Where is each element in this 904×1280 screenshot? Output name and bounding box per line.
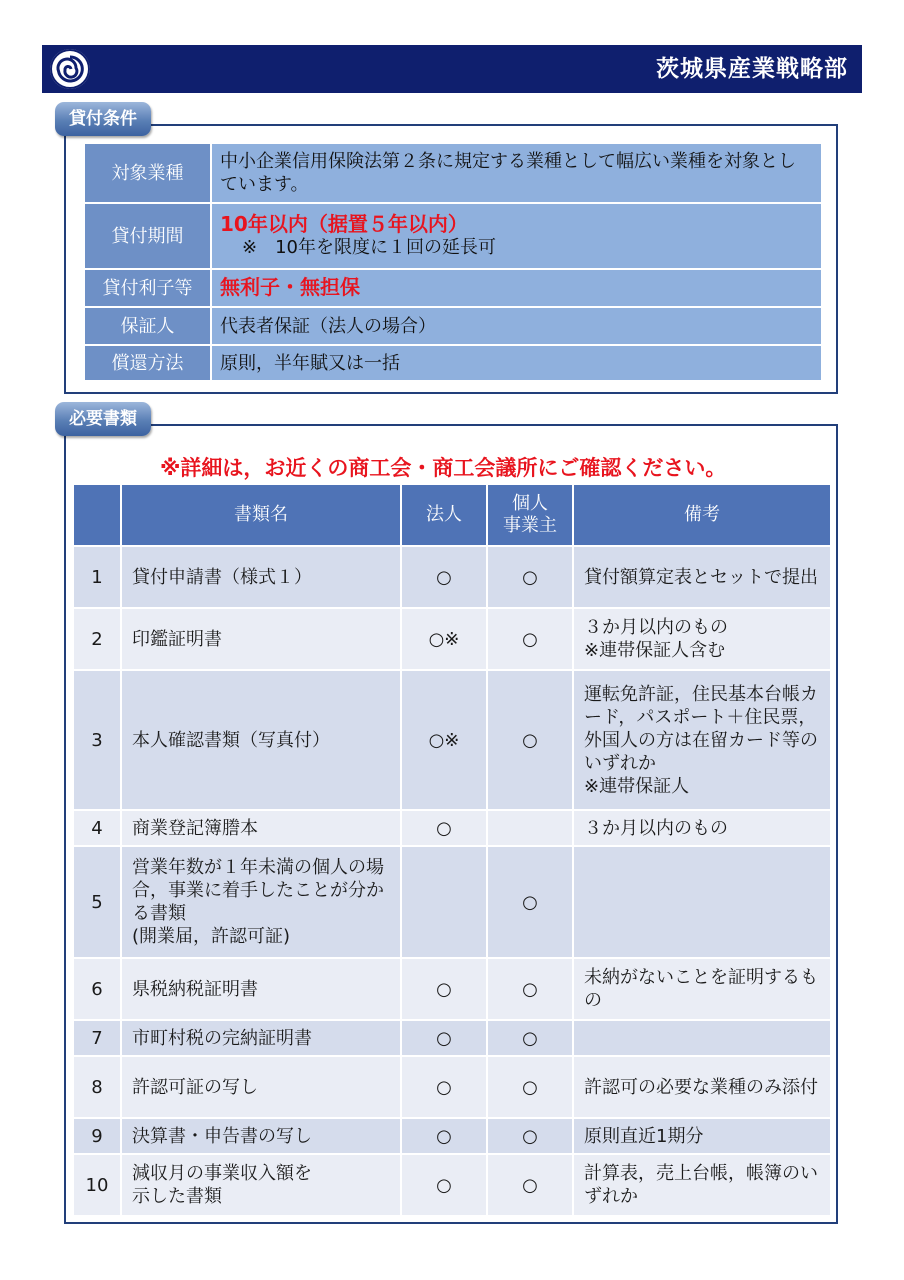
- condition-label: 貸付利子等: [84, 269, 211, 307]
- condition-value: 中小企業信用保険法第２条に規定する業種として幅広い業種を対象としています。: [211, 143, 822, 203]
- header-indiv: 個人 事業主: [487, 484, 573, 546]
- documents-table: [72, 483, 832, 1217]
- row-no: 3: [73, 670, 121, 810]
- row-indiv: [487, 810, 573, 846]
- header-no: [73, 484, 121, 546]
- row-corp: ○: [401, 810, 487, 846]
- row-corp: [401, 846, 487, 958]
- row-no: 5: [73, 846, 121, 958]
- header-note: 備考: [573, 484, 831, 546]
- row-indiv: ○: [487, 1118, 573, 1154]
- condition-value: [211, 269, 822, 307]
- row-note: 許認可の必要な業種のみ添付: [573, 1056, 831, 1118]
- row-note: 計算表，売上台帳，帳簿のいずれか: [573, 1154, 831, 1216]
- row-corp: ○: [401, 1020, 487, 1056]
- row-no: 2: [73, 608, 121, 670]
- condition-label: 保証人: [84, 307, 211, 345]
- row-name: 決算書・申告書の写し: [121, 1118, 401, 1154]
- row-note: ３か月以内のもの ※連帯保証人含む: [573, 608, 831, 670]
- row-no: 7: [73, 1020, 121, 1056]
- row-note: 貸付額算定表とセットで提出: [573, 546, 831, 608]
- notice-text: ※詳細は，お近くの商工会・商工会議所にご確認ください。: [160, 456, 727, 480]
- row-no: 4: [73, 810, 121, 846]
- row-corp: ○※: [401, 670, 487, 810]
- required-documents-tag: 必要書類: [55, 402, 151, 436]
- row-indiv: ○: [487, 670, 573, 810]
- row-note: [573, 846, 831, 958]
- interest-value: 無利子・無担保: [220, 275, 360, 299]
- department-title: 茨城県産業戦略部: [656, 56, 848, 82]
- condition-label: 償還方法: [84, 345, 211, 381]
- row-no: 6: [73, 958, 121, 1020]
- row-name: 市町村税の完納証明書: [121, 1020, 401, 1056]
- row-note: 原則直近1期分: [573, 1118, 831, 1154]
- header-corp: 法人: [401, 484, 487, 546]
- row-corp: ○: [401, 1154, 487, 1216]
- row-no: 9: [73, 1118, 121, 1154]
- row-indiv: ○: [487, 846, 573, 958]
- condition-value: [211, 203, 822, 269]
- row-name: 貸付申請書（様式１）: [121, 546, 401, 608]
- row-name: 印鑑証明書: [121, 608, 401, 670]
- row-name: 営業年数が１年未満の個人の場合，事業に着手したことが分かる書類 (開業届，許認可証): [121, 846, 401, 958]
- loan-period-value: 10年以内（据置５年以内）: [220, 212, 468, 236]
- row-name: 商業登記簿謄本: [121, 810, 401, 846]
- row-corp: ○※: [401, 608, 487, 670]
- row-note: 未納がないことを証明するもの: [573, 958, 831, 1020]
- prefecture-logo-icon: [50, 49, 90, 89]
- row-note: ３か月以内のもの: [573, 810, 831, 846]
- row-indiv: ○: [487, 608, 573, 670]
- loan-conditions-tag: 貸付条件: [55, 102, 151, 136]
- row-indiv: ○: [487, 958, 573, 1020]
- row-name: 県税納税証明書: [121, 958, 401, 1020]
- row-name: 本人確認書類（写真付）: [121, 670, 401, 810]
- row-indiv: ○: [487, 546, 573, 608]
- row-name: 減収月の事業収入額を 示した書類: [121, 1154, 401, 1216]
- row-note: 運転免許証，住民基本台帳カード，パスポート＋住民票，外国人の方は在留カード等のいずれか ※連帯保証人: [573, 670, 831, 810]
- row-no: 8: [73, 1056, 121, 1118]
- condition-label: 対象業種: [84, 143, 211, 203]
- condition-label: 貸付期間: [84, 203, 211, 269]
- row-corp: ○: [401, 546, 487, 608]
- row-note: [573, 1020, 831, 1056]
- row-indiv: ○: [487, 1020, 573, 1056]
- row-corp: ○: [401, 958, 487, 1020]
- row-no: 1: [73, 546, 121, 608]
- row-no: 10: [73, 1154, 121, 1216]
- row-indiv: ○: [487, 1056, 573, 1118]
- loan-period-note: ※ 10年を限度に１回の延長可: [242, 237, 496, 258]
- header-name: 書類名: [121, 484, 401, 546]
- row-name: 許認可証の写し: [121, 1056, 401, 1118]
- row-indiv: ○: [487, 1154, 573, 1216]
- loan-conditions-table: [83, 142, 823, 382]
- row-corp: ○: [401, 1056, 487, 1118]
- row-corp: ○: [401, 1118, 487, 1154]
- condition-value: 代表者保証（法人の場合）: [211, 307, 822, 345]
- condition-value: 原則，半年賦又は一括: [211, 345, 822, 381]
